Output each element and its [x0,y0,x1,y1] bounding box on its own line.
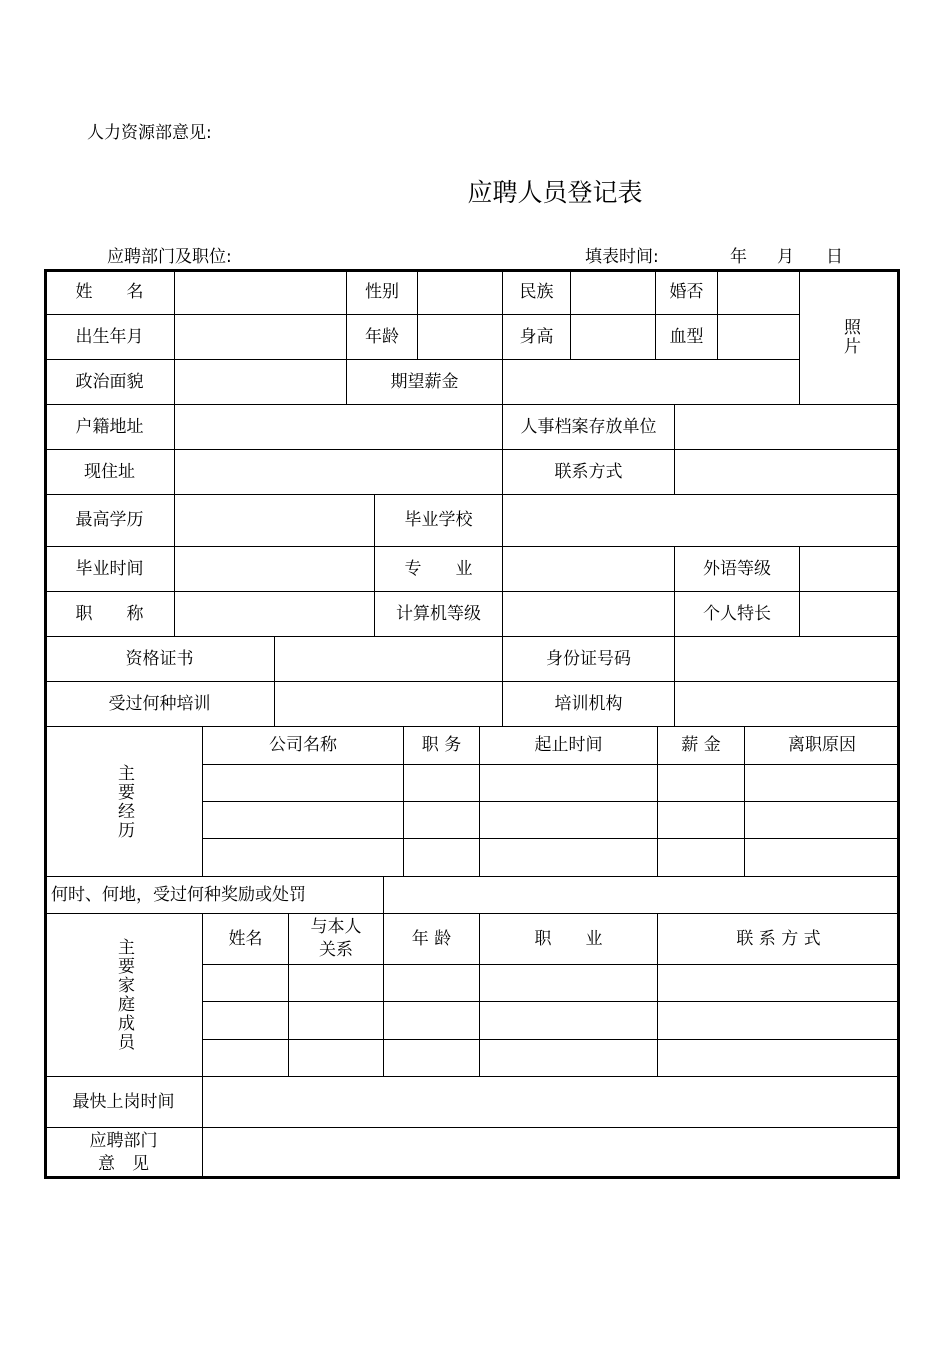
awards-label: 何时、何地，受过何种奖励或处罚 [44,876,384,914]
archive-field[interactable] [674,404,900,450]
photo-box[interactable] [799,269,900,405]
name-label: 姓 名 [44,269,175,315]
contact-field[interactable] [674,449,900,495]
major-field[interactable] [502,546,675,592]
training-org-label: 培训机构 [502,681,675,727]
grad-time-label: 毕业时间 [44,546,175,592]
height-field[interactable] [570,314,656,360]
awards-field[interactable] [383,876,900,914]
skills-label: 个人特长 [674,591,800,637]
contact-label: 联系方式 [502,449,675,495]
school-label: 毕业学校 [374,494,503,547]
blood-field[interactable] [717,314,800,360]
fill-time-label: 填表时间: [585,247,659,267]
fam-row-1-relation[interactable] [288,964,384,1002]
training-field[interactable] [274,681,503,727]
fam-row-3-age[interactable] [383,1039,480,1077]
exp-row-2-salary[interactable] [657,801,745,839]
salary-field[interactable] [502,359,800,405]
exp-header-position: 职 务 [403,726,480,765]
ethnicity-field[interactable] [570,269,656,315]
fam-row-2-name[interactable] [202,1001,289,1040]
id-number-field[interactable] [674,636,900,682]
exp-header-company: 公司名称 [202,726,404,765]
exp-row-1-salary[interactable] [657,764,745,802]
age-field[interactable] [417,314,503,360]
fam-header-occupation: 职 业 [479,913,658,965]
fam-header-relation: 与本人 关系 [288,913,384,965]
political-label: 政治面貌 [44,359,175,405]
fam-row-2-contact[interactable] [657,1001,900,1040]
birth-label: 出生年月 [44,314,175,360]
language-field[interactable] [799,546,900,592]
marital-field[interactable] [717,269,800,315]
exp-header-period: 起止时间 [479,726,658,765]
education-field[interactable] [174,494,375,547]
name-field[interactable] [174,269,347,315]
exp-row-2-reason[interactable] [744,801,900,839]
fam-row-2-occupation[interactable] [479,1001,658,1040]
exp-row-2-company[interactable] [202,801,404,839]
blood-label: 血型 [655,314,718,360]
exp-row-1-reason[interactable] [744,764,900,802]
exp-row-2-period[interactable] [479,801,658,839]
certificate-label: 资格证书 [44,636,275,682]
fam-row-3-occupation[interactable] [479,1039,658,1077]
ethnicity-label: 民族 [502,269,571,315]
fam-row-3-contact[interactable] [657,1039,900,1077]
fill-month-label: 月 [777,247,794,267]
skills-field[interactable] [799,591,900,637]
fam-header-contact: 联 系 方 式 [657,913,900,965]
fam-row-3-name[interactable] [202,1039,289,1077]
fam-row-1-age[interactable] [383,964,480,1002]
id-number-label: 身份证号码 [502,636,675,682]
fill-year-label: 年 [730,247,747,267]
computer-label: 计算机等级 [374,591,503,637]
fam-row-3-relation[interactable] [288,1039,384,1077]
education-label: 最高学历 [44,494,175,547]
height-label: 身高 [502,314,571,360]
address-label: 现住址 [44,449,175,495]
exp-row-2-position[interactable] [403,801,480,839]
political-field[interactable] [174,359,347,405]
address-field[interactable] [174,449,503,495]
earliest-start-label: 最快上岗时间 [44,1076,203,1128]
age-label: 年龄 [346,314,418,360]
training-label: 受过何种培训 [44,681,275,727]
fam-header-age: 年 龄 [383,913,480,965]
earliest-start-field[interactable] [202,1076,900,1128]
exp-header-salary: 薪 金 [657,726,745,765]
family-label: 主要家庭成员 [113,938,134,1052]
exp-row-3-reason[interactable] [744,838,900,877]
family-label-cell [44,913,203,1077]
gender-label: 性别 [346,269,418,315]
dept-opinion-label: 应聘部门 意 见 [44,1127,203,1179]
exp-row-3-salary[interactable] [657,838,745,877]
household-field[interactable] [174,404,503,450]
exp-row-1-period[interactable] [479,764,658,802]
fam-row-2-relation[interactable] [288,1001,384,1040]
title-rank-label: 职 称 [44,591,175,637]
hr-opinion-label: 人力资源部意见: [87,123,212,143]
salary-label: 期望薪金 [346,359,503,405]
exp-row-3-position[interactable] [403,838,480,877]
certificate-field[interactable] [274,636,503,682]
marital-label: 婚否 [655,269,718,315]
archive-label: 人事档案存放单位 [502,404,675,450]
school-field[interactable] [502,494,900,547]
fam-row-1-contact[interactable] [657,964,900,1002]
exp-row-3-period[interactable] [479,838,658,877]
language-label: 外语等级 [674,546,800,592]
dept-opinion-field[interactable] [202,1127,900,1179]
training-org-field[interactable] [674,681,900,727]
experience-label: 主要经历 [113,763,134,840]
major-label: 专 业 [374,546,503,592]
photo-label: 照片 [839,318,860,356]
fam-row-1-occupation[interactable] [479,964,658,1002]
fill-day-label: 日 [826,247,843,267]
experience-label-cell [44,726,203,877]
computer-field[interactable] [502,591,675,637]
exp-row-3-company[interactable] [202,838,404,877]
exp-row-1-position[interactable] [403,764,480,802]
title-rank-field[interactable] [174,591,375,637]
grad-time-field[interactable] [174,546,375,592]
household-label: 户籍地址 [44,404,175,450]
form-title: 应聘人员登记表 [467,178,643,207]
dept-position-label: 应聘部门及职位: [107,247,232,267]
exp-row-1-company[interactable] [202,764,404,802]
birth-field[interactable] [174,314,347,360]
gender-field[interactable] [417,269,503,315]
exp-header-reason: 离职原因 [744,726,900,765]
fam-header-name: 姓名 [202,913,289,965]
fam-row-2-age[interactable] [383,1001,480,1040]
fam-row-1-name[interactable] [202,964,289,1002]
